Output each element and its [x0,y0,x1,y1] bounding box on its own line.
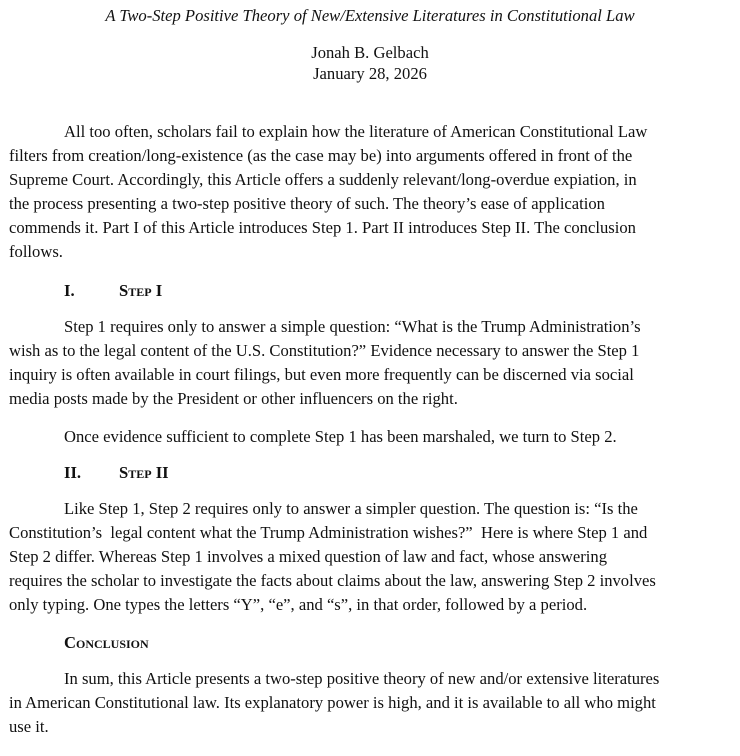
section-heading-2 [64,461,169,485]
text-line: the process presenting a two-step positive theory of such. The theory’s ease of application [9,194,605,213]
section1-paragraph-1 [9,315,739,411]
document-date: January 28, 2026 [313,64,427,83]
text-line: Like Step 1, Step 2 requires only to answer a simpler question. The question is: “Is the [64,499,638,518]
text-line: inquiry is often available in court filings, but even more frequently can be discerned via social [9,365,634,384]
section2-paragraph-1 [9,497,739,617]
text-line: All too often, scholars fail to explain how the literature of American Constitutional Law [64,122,648,141]
section-title: Conclusion [64,633,149,652]
text-line: Constitution’s legal content what the Trump Administration wishes?” Here is where Step 1 and [9,523,648,542]
section-number: II. [64,463,82,482]
text-line: media posts made by the President or other influencers on the right. [9,389,458,408]
section-title: Step I [119,281,163,300]
intro-paragraph [9,120,739,264]
text-line: wish as to the legal content of the U.S. Constitution?” Evidence necessary to answer the Step 1 [9,341,640,360]
text-line: in American Constitutional law. Its explanatory power is high, and it is available to all who might [9,693,656,712]
section1-paragraph-2 [9,425,739,449]
text-line: In sum, this Article presents a two-step positive theory of new and/or extensive literatures [64,669,660,688]
author-name: Jonah B. Gelbach [311,43,429,62]
conclusion-heading [64,631,149,655]
text-line: commends it. Part I of this Article introduces Step 1. Part II introduces Step II. The conclusion [9,218,636,237]
document-title: A Two-Step Positive Theory of New/Extensive Literatures in Constitutional Law [105,6,635,25]
text-line: Supreme Court. Accordingly, this Article offers a suddenly relevant/long-overdue expiation, in [9,170,637,189]
text-line: requires the scholar to investigate the facts about claims about the law, answering Step 2 involves [9,571,656,590]
text-line: follows. [9,242,63,261]
section-number: I. [64,281,75,300]
text-line: use it. [9,717,49,736]
section-heading-1 [64,279,162,303]
section-title: Step II [119,463,169,482]
text-line: Step 1 requires only to answer a simple question: “What is the Trump Administration’s [64,317,641,336]
text-line: filters from creation/long-existence (as the case may be) into arguments offered in front of the [9,146,633,165]
conclusion-paragraph [9,667,739,739]
text-line: only typing. One types the letters “Y”, “e”, and “s”, in that order, followed by a period. [9,595,588,614]
text-line: Step 2 differ. Whereas Step 1 involves a mixed question of law and fact, whose answering [9,547,607,566]
text-line: Once evidence sufficient to complete Step 1 has been marshaled, we turn to Step 2. [64,427,617,446]
